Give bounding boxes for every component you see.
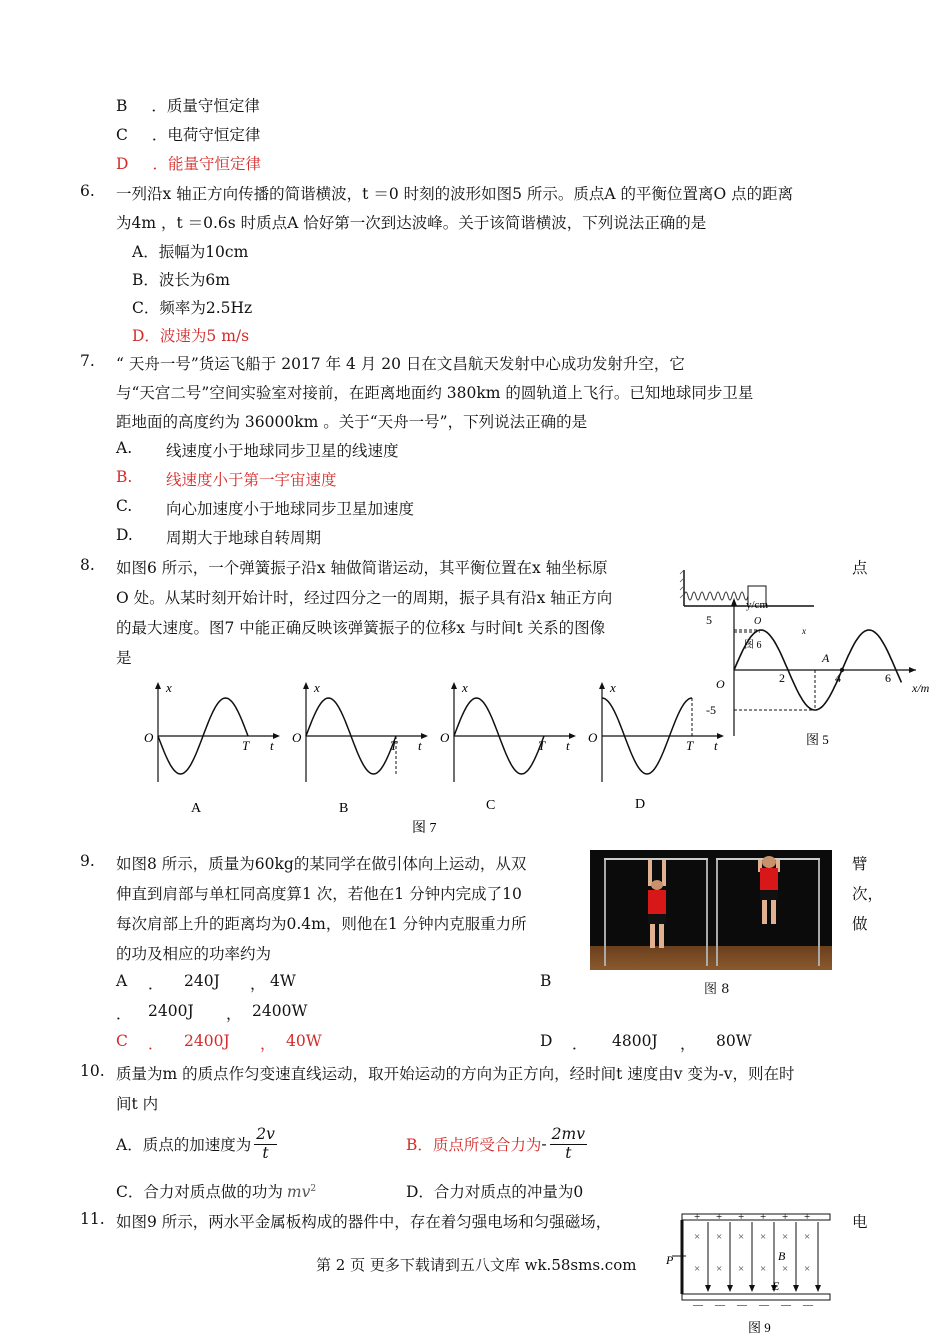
- fig9-b-label: B: [778, 1249, 786, 1263]
- plus-sign: +: [760, 1211, 767, 1223]
- plus-sign: +: [804, 1211, 811, 1223]
- q9-option-b-letter: B: [540, 972, 552, 990]
- graph-d-x-label: x: [610, 680, 616, 695]
- graph-c-T-label: T: [538, 738, 546, 753]
- wave-y-neg5: -5: [706, 703, 716, 717]
- figure-7-caption: 图 7: [412, 821, 437, 836]
- q8-stem-line3: 的最大速度。图7 中能正确反映该弹簧振子的位移x 与时间t 关系的图像: [116, 619, 606, 637]
- b-field-cross: ×: [804, 1263, 811, 1275]
- graph-d-label: D: [635, 797, 646, 812]
- graph-b-x-label: x: [314, 680, 320, 695]
- q8-number: 8.: [80, 556, 95, 574]
- figure-9: [664, 1210, 834, 1340]
- q11-number: 11.: [80, 1210, 105, 1228]
- minus-sign: —: [803, 1300, 813, 1311]
- wave-y-five: 5: [706, 613, 712, 627]
- q6-option-a: A．振幅为10cm: [132, 243, 249, 261]
- figure-5-caption: 图 5: [806, 732, 829, 747]
- b-field-cross: ×: [716, 1231, 723, 1243]
- q8-stem-line4: 是: [116, 649, 132, 667]
- osc-x-label: x: [802, 626, 806, 636]
- graph-b-origin: O: [292, 730, 302, 745]
- q6-stem-line2: 为4m ，t ＝0.6s 时质点A 恰好第一次到达波峰。关于该简谐横波，下列说法正确的是: [116, 214, 707, 232]
- minus-sign: —: [715, 1300, 725, 1311]
- figure-9-caption: 图 9: [748, 1320, 771, 1335]
- q11-stem-line1: 如图9 所示，两水平金属板构成的器件中，存在着匀强电场和匀强磁场，: [116, 1213, 612, 1231]
- q11-stem-line1-tail: 电: [852, 1213, 868, 1231]
- wave-y-axis-label: y/cm: [746, 599, 768, 611]
- wave-origin: O: [716, 677, 725, 691]
- graph-a-x-label: x: [166, 680, 172, 695]
- q10-stem-line1: 质量为m 的质点作匀变速直线运动，取开始运动的方向为正方向，经时间t 速度由v 变为-v，则在时: [116, 1065, 795, 1083]
- q6-stem-line1: 一列沿x 轴正方向传播的简谐横波，t ＝0 时刻的波形如图5 所示。质点A 的平衡位置离O 点的距离: [116, 185, 794, 203]
- q9-number: 9.: [80, 852, 95, 870]
- q7-number: 7.: [80, 352, 95, 370]
- graph-b-t-label: t: [418, 738, 422, 753]
- b-field-cross: ×: [804, 1231, 811, 1243]
- q10-option-a: A．质点的加速度为 $\frac{2v}{t}$: [116, 1125, 275, 1162]
- figure-8-caption: 图 8: [704, 982, 730, 997]
- fig9-p-label: P: [666, 1253, 674, 1267]
- page-footer: 第 2 页 更多下载请到五八文库 wk.58sms.com: [316, 1256, 637, 1274]
- graph-a-T-label: T: [242, 738, 250, 753]
- q10-number: 10.: [80, 1062, 105, 1080]
- q10-option-b-answer: B．质点所受合力为 - $\frac{2mv}{t}$: [406, 1125, 585, 1162]
- figure-8-photo: [590, 850, 832, 970]
- wave-x-four: 4: [835, 671, 841, 685]
- minus-sign: —: [759, 1300, 769, 1311]
- b-field-cross: ×: [738, 1263, 745, 1275]
- minus-sign: —: [693, 1300, 703, 1311]
- graph-c-label: C: [486, 798, 496, 813]
- graph-d-t-label: t: [714, 738, 718, 753]
- graph-a-origin: O: [144, 730, 154, 745]
- q9-stem-line3-tail: 做: [852, 915, 868, 933]
- q7-option-c: C. 向心加速度小于地球同步卫星加速度: [116, 497, 415, 518]
- q9-stem-line1: 如图8 所示，质量为60kg的某同学在做引体向上运动，从双: [116, 855, 527, 873]
- q9-option-b: ． 2400J ， 2400W: [116, 1002, 308, 1023]
- osc-origin-label: O: [754, 616, 762, 627]
- plus-sign: +: [694, 1211, 701, 1223]
- q10-option-b-fraction: $\frac{2mv}{t}$: [551, 1125, 585, 1162]
- figure-7: [136, 680, 736, 840]
- b-field-cross: ×: [694, 1231, 701, 1243]
- fig9-e-label: E: [772, 1279, 780, 1293]
- q7-stem-line1: “ 天舟一号”货运飞船于 2017 年 4 月 20 日在文昌航天发射中心成功发射升空，它: [116, 355, 685, 373]
- b-field-cross: ×: [716, 1263, 723, 1275]
- plus-sign: +: [738, 1211, 745, 1223]
- q10-option-d: D．合力对质点的冲量为0: [406, 1183, 584, 1201]
- q9-option-c-answer: C ． 2400J ， 40W: [116, 1032, 322, 1053]
- q10-stem-line2: 间t 内: [116, 1095, 159, 1113]
- q5-option-c: C ．电荷守恒定律: [116, 126, 261, 144]
- b-field-cross: ×: [782, 1263, 789, 1275]
- q9-stem-line1-tail: 臂: [852, 855, 868, 873]
- q9-stem-line3: 每次肩部上升的距离均为0.4m，则他在1 分钟内克服重力所: [116, 915, 527, 933]
- b-field-cross: ×: [782, 1231, 789, 1243]
- q6-option-b: B．波长为6m: [132, 271, 230, 289]
- q7-option-b-answer: B. 线速度小于第一宇宙速度: [116, 468, 337, 489]
- wave-x-six: 6: [885, 671, 891, 685]
- q9-option-d: D ． 4800J ， 80W: [540, 1032, 752, 1053]
- q9-stem-line2-tail: 次，: [852, 885, 884, 903]
- wave-point-a: A: [822, 651, 830, 665]
- q9-stem-line2: 伸直到肩部与单杠同高度算1 次，若他在1 分钟内完成了10: [116, 885, 522, 903]
- q7-option-d: D. 周期大于地球自转周期: [116, 526, 322, 547]
- q10-option-a-fraction: $\frac{2v}{t}$: [256, 1125, 275, 1162]
- b-field-cross: ×: [760, 1263, 767, 1275]
- graph-d-origin: O: [588, 730, 598, 745]
- b-field-cross: ×: [694, 1263, 701, 1275]
- floor: [590, 946, 832, 970]
- q6-option-d-answer: D．波速为5 m/s: [132, 327, 250, 345]
- q8-stem-line2: O 处。从某时刻开始计时，经过四分之一的周期，振子具有沿x 轴正方向: [116, 589, 613, 607]
- q10-option-c: C．合力对质点做的功为 $mv^2$: [116, 1183, 317, 1201]
- q9-option-a: A ． 240J ， 4W: [116, 972, 296, 993]
- q7-option-a: A. 线速度小于地球同步卫星的线速度: [116, 439, 399, 460]
- q5-option-d-answer: D ．能量守恒定律: [116, 155, 261, 173]
- graph-c-origin: O: [440, 730, 450, 745]
- q8-stem-line1: 如图6 所示，一个弹簧振子沿x 轴做简谐运动，其平衡位置在x 轴坐标原: [116, 559, 608, 577]
- graph-b-label: B: [339, 801, 349, 816]
- wave-x-two: 2: [779, 671, 785, 685]
- graph-a-t-label: t: [270, 738, 274, 753]
- graph-a-label: A: [191, 801, 202, 816]
- plus-sign: +: [716, 1211, 723, 1223]
- wave-x-axis-label: x/m: [912, 681, 930, 695]
- b-field-cross: ×: [760, 1231, 767, 1243]
- q9-stem-line4: 的功及相应的功率约为: [116, 945, 272, 963]
- q7-stem-line3: 距地面的高度约为 36000km 。关于“天舟一号”，下列说法正确的是: [116, 413, 588, 431]
- plus-sign: +: [782, 1211, 789, 1223]
- graph-b-T-label: T: [390, 738, 398, 753]
- minus-sign: —: [737, 1300, 747, 1311]
- q6-number: 6.: [80, 182, 95, 200]
- graph-d-T-label: T: [686, 738, 694, 753]
- figure-6-caption: 图 6: [744, 640, 762, 651]
- q6-option-c: C．频率为2.5Hz: [132, 299, 253, 317]
- q7-stem-line2: 与“天宫二号”空间实验室对接前，在距离地面约 380km 的圆轨道上飞行。已知地球同步卫星: [116, 384, 754, 402]
- q5-option-b: B ．质量守恒定律: [116, 97, 260, 115]
- graph-c-x-label: x: [462, 680, 468, 695]
- q8-stem-line1-tail: 点: [852, 559, 868, 577]
- graph-c-t-label: t: [566, 738, 570, 753]
- b-field-cross: ×: [738, 1231, 745, 1243]
- minus-sign: —: [781, 1300, 791, 1311]
